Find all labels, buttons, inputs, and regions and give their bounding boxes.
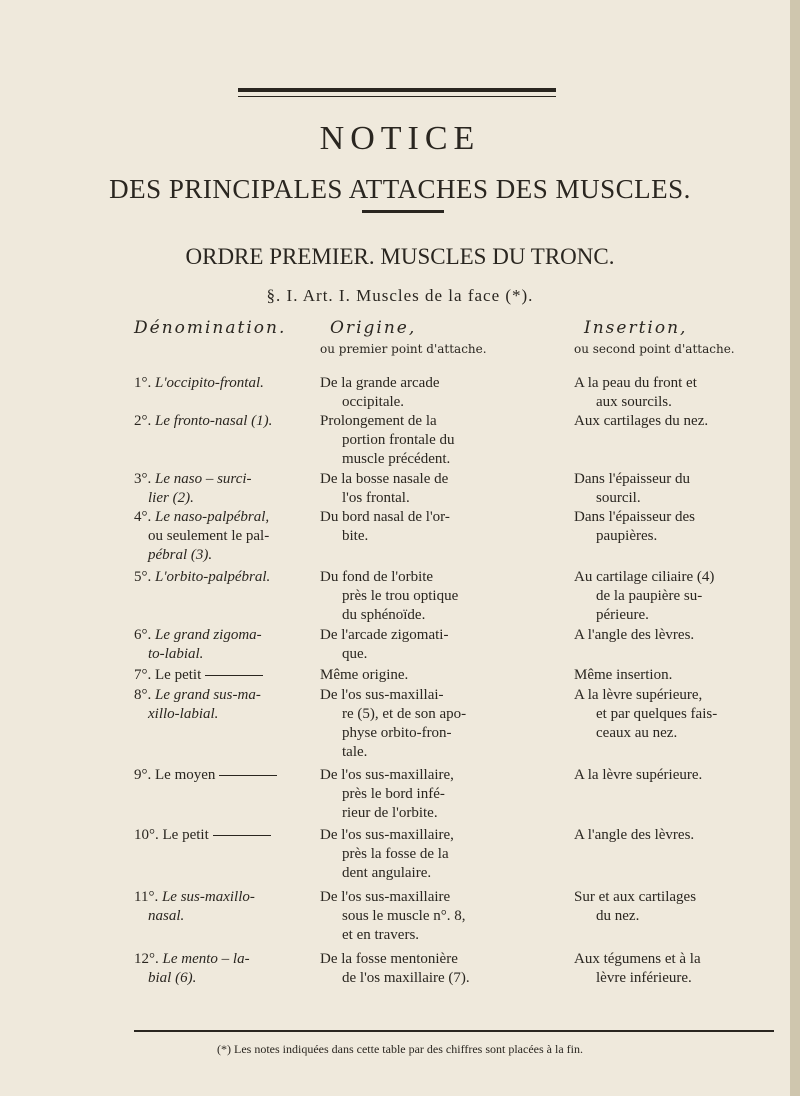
table-row-11-origine: De l'os sus-maxillaire sous le muscle n°. 8, et en travers. bbox=[320, 889, 466, 943]
table-row-5-origine: Du fond de l'orbite près le trou optique du sphénoïde. bbox=[320, 569, 459, 623]
page-edge bbox=[790, 0, 800, 1096]
table-row-11-insertion: Sur et aux cartilages du nez. bbox=[574, 889, 697, 924]
table-row-7-insertion: Même insertion. bbox=[574, 667, 673, 683]
table-row-4-insertion: Dans l'épaisseur des paupières. bbox=[574, 509, 696, 544]
table-row-3-insertion: Dans l'épaisseur du sourcil. bbox=[574, 471, 691, 506]
table-row-4-origine: Du bord nasal de l'or- bite. bbox=[320, 509, 450, 544]
table-row-12-insertion: Aux tégumens et à la lèvre inférieure. bbox=[574, 951, 701, 986]
column-denomination-title: Dénomination. bbox=[134, 318, 287, 338]
table-row-8-insertion: A la lèvre supérieure, et par quelques fais- ceaux au nez. bbox=[574, 687, 718, 741]
table-row-10-insertion: A l'angle des lèvres. bbox=[574, 827, 695, 843]
table-row-8-origine: De l'os sus-maxillai- re (5), et de son apo- physe orbito-fron- tale. bbox=[320, 687, 467, 760]
order-heading: ORDRE PREMIER. MUSCLES DU TRONC. bbox=[185, 244, 615, 269]
table-row-2-origine: Prolongement de la portion frontale du muscle précédent. bbox=[320, 413, 455, 467]
table-row-2-insertion: Aux cartilages du nez. bbox=[574, 413, 709, 429]
table-row-4-name: 4°. Le naso-palpébral, ou seulement le pal- pébral (3). bbox=[134, 509, 270, 563]
table-row-6-insertion: A l'angle des lèvres. bbox=[574, 627, 695, 643]
table-row-7-origine: Même origine. bbox=[320, 667, 409, 683]
section-heading: §. I. Art. I. Muscles de la face (*). bbox=[266, 286, 534, 305]
column-insertion-sub: ou second point d'attache. bbox=[574, 342, 735, 356]
ditto-dash bbox=[219, 775, 277, 776]
notice-title: NOTICE bbox=[319, 120, 481, 157]
table-row-12-name: 12°. Le mento – la- bial (6). bbox=[134, 951, 250, 986]
table-row-8-name: 8°. Le grand sus-ma- xillo-labial. bbox=[134, 687, 261, 722]
bottom-rule bbox=[134, 1030, 774, 1032]
ditto-dash bbox=[213, 835, 271, 836]
table-row-1-name: 1°. L'occipito-frontal. bbox=[134, 375, 264, 391]
table-row-1-insertion: A la peau du front et aux sourcils. bbox=[574, 375, 697, 410]
table-row-5-insertion: Au cartilage ciliaire (4) de la paupière su- périeure. bbox=[574, 569, 715, 623]
table-row-9-name: 9°. Le moyen bbox=[134, 766, 299, 785]
table-row-2-name: 2°. Le fronto-nasal (1). bbox=[134, 413, 273, 429]
table-row-9-origine: De l'os sus-maxillaire, près le bord infé- rieur de l'orbite. bbox=[320, 767, 454, 821]
ditto-dash bbox=[205, 675, 263, 676]
notice-subtitle: DES PRINCIPALES ATTACHES DES MUSCLES. bbox=[109, 174, 691, 204]
table-row-10-name: 10°. Le petit bbox=[134, 826, 299, 845]
table-row-5-name: 5°. L'orbito-palpébral. bbox=[134, 569, 271, 585]
top-rule-thin bbox=[238, 96, 556, 97]
table-row-6-origine: De l'arcade zigomati- que. bbox=[320, 627, 449, 662]
middle-rule bbox=[362, 210, 444, 213]
table-row-11-name: 11°. Le sus-maxillo- nasal. bbox=[134, 889, 255, 924]
table-row-3-name: 3°. Le naso – surci- lier (2). bbox=[134, 471, 252, 506]
column-origine-title: Origine, bbox=[330, 318, 417, 338]
table-row-10-origine: De l'os sus-maxillaire, près la fosse de la dent angulaire. bbox=[320, 827, 454, 881]
column-origine-sub: ou premier point d'attache. bbox=[320, 342, 487, 356]
table-row-9-insertion: A la lèvre supérieure. bbox=[574, 767, 703, 783]
table-row-7-name: 7°. Le petit bbox=[134, 666, 299, 685]
table-row-6-name: 6°. Le grand zigoma- to-labial. bbox=[134, 627, 262, 662]
footnote: (*) Les notes indiquées dans cette table par des chiffres sont placées à la fin. bbox=[217, 1042, 583, 1056]
column-insertion-title: Insertion, bbox=[584, 318, 688, 338]
top-rule-thick bbox=[238, 88, 556, 92]
table-row-1-origine: De la grande arcade occipitale. bbox=[320, 375, 440, 410]
table-row-12-origine: De la fosse mentonière de l'os maxillaire (7). bbox=[320, 951, 470, 986]
table-row-3-origine: De la bosse nasale de l'os frontal. bbox=[320, 471, 449, 506]
